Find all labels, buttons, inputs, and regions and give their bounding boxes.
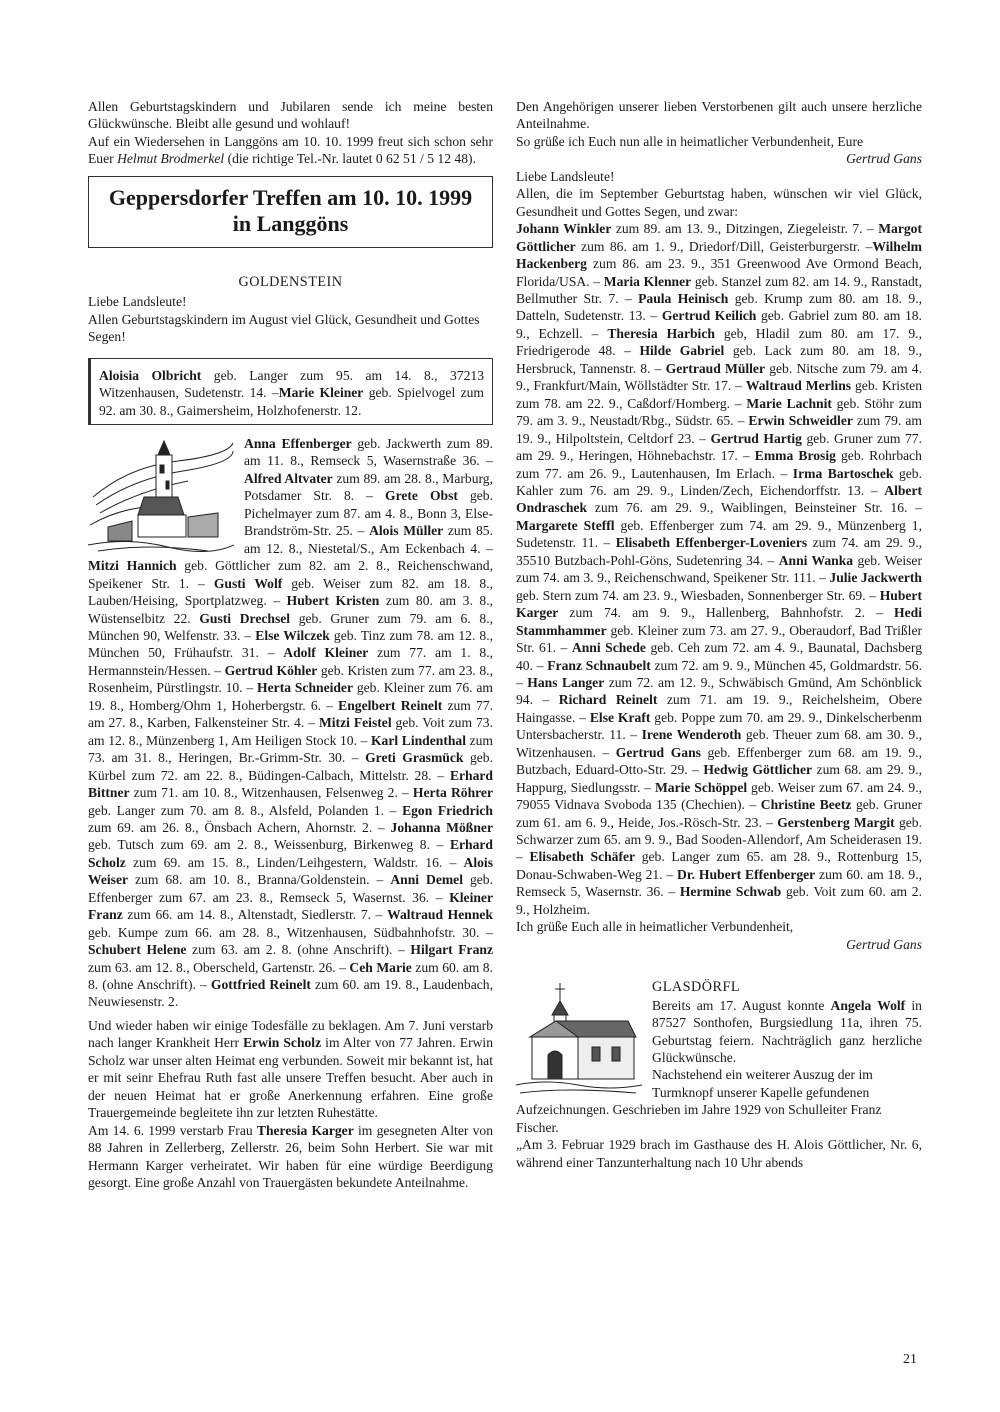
entry: Hedi Stammhammer geb. Kleiner zum 73. am 27. 9., Oberaudorf, Bad Trißler Str. 61. – bbox=[516, 605, 922, 656]
headline-line-1: Geppersdorfer Treffen am 10. 10. 1999 bbox=[108, 184, 473, 210]
entry: Mitzi Hannich geb. Göttlicher zum 82. am 2. 8., Reichenschwand, Speikener Str. 1. – bbox=[88, 558, 493, 591]
entry: Gertraud Müller geb. Nitsche zum 79. am 4. 9., Frankfurt/Main, Wöllstädter Str. 17. – bbox=[516, 360, 922, 394]
deceased-name: Theresia Karger bbox=[256, 1122, 354, 1138]
obituary-paragraph: Und wieder haben wir einige Todesfälle zu beklagen. Am 7. Juni verstarb nach langer Krankheit Herr Erwin Scholz im Alter von 77 Jahren. Erwin Scholz war unser alten Heimat eng verbunden. Soweit mir bekannt ist, hat er mit seinr Ehefrau Ruth fast alle unsere Treffen besucht. Aber auch in der neuen Heimat hat er große Anerkennung erfahren. Eine große Trauergemeinde begleitete ihn zur letzten Ruhestätte. bbox=[88, 1017, 493, 1121]
right-column bbox=[516, 98, 922, 1171]
birthday-name: Aloisia Olbricht bbox=[99, 367, 202, 383]
entry: Marie Schöppel geb. Weiser zum 67. am 24. 9., 79055 Vidnava Svoboda 135 (Chechien). – bbox=[516, 779, 922, 813]
entry: Hubert Kristen zum 80. am 3. 8., Wüstenselbitz 22. bbox=[88, 593, 494, 626]
closing-greeting: Ich grüße Euch alle in heimatlicher Verbundenheit, bbox=[516, 919, 794, 935]
entry: Waltraud Hennek geb. Kumpe zum 66. am 28. 8., Witzenhausen, Südbahnhofstr. 30. – bbox=[88, 907, 493, 940]
entry: Hubert Karger zum 74. am 9. 9., Hallenberg, Bahnhofstr. 2. – bbox=[516, 587, 922, 621]
entry: Johanna Mößner geb. Tutsch zum 69. am 2. 8., Weissenburg, Birkenweg 8. – bbox=[88, 819, 493, 853]
entry: Wilhelm Hackenberg zum 86. am 23. 9., 351 Greenwood Ave Ormond Beach, Florida/USA. – bbox=[516, 238, 922, 289]
wish-paragraph: Allen, die im September Geburtstag haben, wünschen wir viel Glück, Gesundheit und Gottes Segen, und zwar: bbox=[516, 186, 922, 219]
entry: Anni Demel geb. Effenberger zum 67. am 23. 8., Remseck 5, Wasernst. 36. – bbox=[88, 872, 493, 905]
headline-line-2: in Langgöns bbox=[232, 210, 349, 236]
entry: Mitzi Feistel geb. Voit zum 73. am 12. 8., Münzenberg 1, Am Heiligen Stock 10. – bbox=[88, 715, 493, 748]
entry: Gusti Wolf geb. Weiser zum 82. am 18. 8., Lauben/Heising, Sportplatzweg. – bbox=[88, 575, 494, 609]
church-village-illustration bbox=[88, 437, 234, 555]
signature: Gertrud Gans bbox=[846, 936, 922, 952]
entry: Grete Obst geb. Pichelmayer zum 87. am 4. 8., Bonn 3, Else-Brandström-Str. 25. – bbox=[244, 488, 493, 539]
highlight-birthday-box: Aloisia Olbricht geb. Langer zum 95. am 14. 8., 37213 Witzenhausen, Sudetenstr. 14. –Marie Kleiner geb. Spielvogel zum 92. am 30. 8., Gaimersheim, Holzhofenerstr. 12. bbox=[88, 358, 493, 425]
reunion-paragraph: Auf ein Wiedersehen in Langgöns am 10. 10. 1999 freut sich schon sehr Euer Helmut Brodmerkel (die richtige Tel.-Nr. lautet 0 62 51 / 5 12 48). bbox=[88, 133, 493, 167]
entry: Albert Ondraschek zum 76. am 29. 9., Waiblingen, Beinsteiner Str. 16. – bbox=[516, 482, 922, 516]
headline-box bbox=[88, 176, 493, 248]
entry: Erwin Schweidler zum 79. am 19. 9., Hilpoltstein, Celtdorf 23. – bbox=[516, 413, 922, 446]
entry: Adolf Kleiner zum 77. am 1. 8., Hermannstein/Hessen. – bbox=[88, 645, 493, 678]
entry: Gertrud Köhler geb. Kristen zum 77. am 23. 8., Rosenheim, Pürstlingstr. 10. – bbox=[88, 662, 493, 696]
entry: Alois Weiser zum 68. am 10. 8., Branna/Goldenstein. – bbox=[88, 854, 493, 888]
birthday-paragraph: Bereits am 17. August konnte Angela Wolf in 87527 Sonthofen, Burgsiedlung 11a, ihren 75. Geburtstag feiern. Nachträglich ganz herzliche Glückwünsche. bbox=[652, 997, 922, 1066]
chronicle-intro: Nachstehend ein weiterer Auszug der im Turmknopf unserer Kapelle gefundenen Aufzeichnungen. Geschrieben im Jahre 1929 von Schulleiter Franz Fischer. bbox=[516, 1067, 882, 1135]
entry: Hilgart Franz zum 63. am 12. 8., Oberscheld, Gartenstr. 26. – bbox=[88, 942, 493, 975]
entry: Richard Reinelt zum 71. am 19. 9., Reichelsheim, Obere Haingasse. – bbox=[516, 692, 922, 725]
section-glasdorfl bbox=[516, 979, 922, 1171]
entry: Else Wilczek geb. Tinz zum 78. am 12. 8., München 50, Frühaufstr. 31. – bbox=[88, 627, 494, 661]
entry: Anna Effenberger geb. Jackwerth zum 89. am 11. 8., Remseck 5, Wasernstraße 36. – bbox=[244, 435, 494, 469]
entry: Marie Lachnit geb. Stöhr zum 79. am 3. 9., Neustadt/Rbg., Südstr. 65. – bbox=[516, 395, 922, 429]
birthday-name: Marie Kleiner bbox=[278, 385, 364, 401]
entry: Margarete Steffl geb. Effenberger zum 74. am 29. 9., Münzenberg 1, Sudetenstr. 11. – bbox=[516, 517, 922, 551]
entry: Johann Winkler zum 89. am 13. 9., Ditzingen, Ziegeleistr. 7. – bbox=[516, 221, 879, 237]
entry: Julie Jackwerth geb. Stern zum 74. am 23. 9., Wiesbaden, Sonnenberger Str. 69. – bbox=[516, 570, 922, 603]
entry: Gusti Drechsel geb. Gruner zum 79. am 6. 8., München 90, Welfenstr. 33. – bbox=[88, 610, 493, 643]
entry: Alois Müller zum 85. am 12. 8., Niestetal/S., Am Eckenbach 4. – bbox=[244, 523, 493, 556]
entry: Hans Langer zum 72. am 12. 9., Schwäbisch Gmünd, Am Schönblick 94. – bbox=[516, 674, 922, 708]
entry: Greti Grasmück geb. Kürbel zum 72. am 22. 8., Büdingen-Calbach, Mittelstr. 28. – bbox=[88, 750, 493, 783]
chapel-illustration bbox=[516, 981, 642, 1099]
entry: Irene Wenderoth geb. Theuer zum 68. am 30. 9., Witzenhausen. – bbox=[516, 727, 923, 760]
entry: Karl Lindenthal zum 73. am 31. 8., Heringen, Br.-Grimm-Str. 30. – bbox=[88, 732, 493, 766]
entry: Herta Schneider geb. Kleiner zum 76. am 19. 8., Homberg/Ohm 1, Hoherbergstr. 6. – bbox=[88, 680, 493, 713]
chronicle-text: „Am 3. Februar 1929 brach im Gasthause des H. Alois Göttlicher, Nr. 6, während einer Tanzunterhaltung nach 10 Uhr abends bbox=[516, 1137, 922, 1170]
entry: Theresia Harbich geb, Hladil zum 80. am 17. 9., Friedrigerode 48. – bbox=[516, 325, 922, 359]
closing-greeting: So grüße ich Euch nun alle in heimatlicher Verbundenheit, Eure bbox=[516, 133, 864, 149]
entry: Else Kraft geb. Poppe zum 70. am 29. 9., Dinkelscherbenm Untersbacherstr. 11. – bbox=[516, 709, 923, 743]
author-name: Helmut Brodmerkel bbox=[117, 151, 225, 167]
entry: Irma Bartoschek geb. Kahler zum 76. am 29. 9., Linden/Zech, Eichendorffstr. 13. – bbox=[516, 465, 922, 498]
intro-paragraph: Allen Geburtstagskindern und Jubilaren sende ich meine besten Glückwünsche. Bleibt alle gesund und wohlauf! bbox=[88, 99, 493, 132]
entry: Margot Göttlicher zum 86. am 1. 9., Driedorf/Dill, Geisterburgerstr. – bbox=[516, 221, 922, 254]
left-column bbox=[88, 98, 493, 1191]
section-heading-goldenstein: GOLDENSTEIN bbox=[238, 273, 343, 290]
entry: Dr. Hubert Effenberger zum 60. am 18. 9., Remseck 5, Wasernstr. 36. – bbox=[516, 866, 922, 900]
entry: Hilde Gabriel geb. Lack zum 80. am 18. 9., Hersbruck, Tannenstr. 8. – bbox=[516, 343, 923, 376]
entry: Waltraud Merlins geb. Kristen zum 78. am 22. 9., Caßdorf/Homberg. – bbox=[516, 378, 922, 411]
entry: Ceh Marie zum 60. am 8. 8. (ohne Anschrift). – bbox=[88, 959, 493, 993]
birthday-list-september bbox=[516, 220, 922, 918]
section-heading-glasdorfl: GLASDÖRFL bbox=[652, 979, 741, 996]
entry: Elisabeth Effenberger-Loveniers zum 74. am 29. 9., 35510 Butzbach-Pohl-Göns, Sudetenring 34. – bbox=[516, 535, 922, 568]
entry: Hedwig Göttlicher zum 68. am 29. 9., Happurg, Siedlungsstr. – bbox=[516, 762, 922, 795]
birthday-name: Angela Wolf bbox=[830, 997, 906, 1013]
entry: Gertrud Keilich geb. Gabriel zum 80. am 18. 9., Echzell. – bbox=[516, 308, 922, 341]
entry: Herta Röhrer geb. Langer zum 70. am 8. 8., Alsfeld, Polanden 1. – bbox=[88, 785, 493, 818]
entry: Franz Schnaubelt zum 72. am 9. 9., München 45, Goldmardstr. 56. – bbox=[516, 657, 922, 690]
entry: Emma Brosig geb. Rohrbach zum 77. am 26. 9., Lautenhausen, Im Erlach. – bbox=[516, 448, 922, 481]
entry: Anni Wanka geb. Weiser zum 74. am 3. 9., Reichenschwand, Speikener Str. 111. – bbox=[516, 552, 922, 586]
entry: Elisabeth Schäfer geb. Langer zum 65. am 28. 9., Rottenburg 15, Donau-Schwaben-Weg 21. – bbox=[516, 849, 922, 882]
entry: Christine Beetz geb. Gruner zum 61. am 6. 9., Heide, Jos.-Rösch-Str. 23. – bbox=[516, 797, 923, 830]
entry: Egon Friedrich zum 69. am 26. 8., Önsbach Achern, Ahornstr. 2. – bbox=[88, 802, 493, 835]
greeting: Liebe Landsleute! bbox=[88, 294, 187, 310]
deceased-name: Erwin Scholz bbox=[243, 1035, 322, 1051]
greeting: Liebe Landsleute! bbox=[516, 168, 615, 184]
birthday-list-august bbox=[88, 435, 493, 1011]
entry: Kleiner Franz zum 66. am 14. 8., Altenstadt, Siedlerstr. 7. – bbox=[88, 889, 493, 923]
entry: Alfred Altvater zum 89. am 28. 8., Marburg, Potsdamer Str. 8. – bbox=[244, 470, 493, 504]
wish-paragraph: Allen Geburtstagskindern im August viel Glück, Gesundheit und Gottes Segen! bbox=[88, 311, 480, 345]
condolence-paragraph: Den Angehörigen unserer lieben Verstorbenen gilt auch unsere herzliche Anteilnahme. bbox=[516, 99, 922, 132]
entry: Engelbert Reinelt zum 77. am 27. 8., Karben, Falkensteiner Str. 4. – bbox=[88, 697, 494, 731]
entry: Maria Klenner geb. Stanzel zum 82. am 14. 9., Ranstadt, Bellmuther Str. 7. – bbox=[516, 273, 922, 306]
signature: Gertrud Gans bbox=[846, 151, 922, 167]
obituary-paragraph: Am 14. 6. 1999 verstarb Frau Theresia Karger im gesegneten Alter von 88 Jahren in Zellerberg, Zellerstr. 26, beim Sohn Herbert. Sie war mit Hermann Karger verheiratet. Wir haben für eine würdige Beerdigung gesorgt. Eine große Anzahl von Trauergästen bekundete Anteilnahme. bbox=[88, 1122, 494, 1191]
entry: Schubert Helene zum 63. am 2. 8. (ohne Anschrift). – bbox=[88, 942, 411, 958]
entry: Anni Schede geb. Ceh zum 72. am 4. 9., Baunatal, Dachsberg 40. – bbox=[516, 640, 922, 673]
entry: Hermine Schwab geb. Voit zum 60. am 2. 9., Holzheim. bbox=[516, 884, 922, 917]
entry: Gottfried Reinelt zum 60. am 19. 8., Laudenbach, Neuwiesenstr. 2. bbox=[88, 977, 493, 1010]
entry: Gertrud Gans geb. Effenberger zum 68. am 19. 9., Butzbach, Eduard-Otto-Str. 29. – bbox=[516, 744, 922, 778]
entry: Gertrud Hartig geb. Gruner zum 77. am 29. 9., Heringen, Höhnebachstr. 17. – bbox=[516, 430, 922, 464]
entry: Erhard Bittner zum 71. am 10. 8., Witzenhausen, Felsenweg 2. – bbox=[88, 767, 493, 801]
page-number: 21 bbox=[903, 1352, 917, 1367]
entry: Paula Heinisch geb. Krump zum 80. am 18. 9., Datteln, Sudetenstr. 13. – bbox=[516, 290, 922, 324]
entry: Gerstenberg Margit geb. Schwarzer zum 65. am 9. 9., Bad Sooden-Allendorf, Am Scheiderasen 19. – bbox=[516, 814, 922, 865]
entry: Erhard Scholz zum 69. am 15. 8., Linden/Leihgestern, Waldstr. 16. – bbox=[88, 837, 493, 870]
